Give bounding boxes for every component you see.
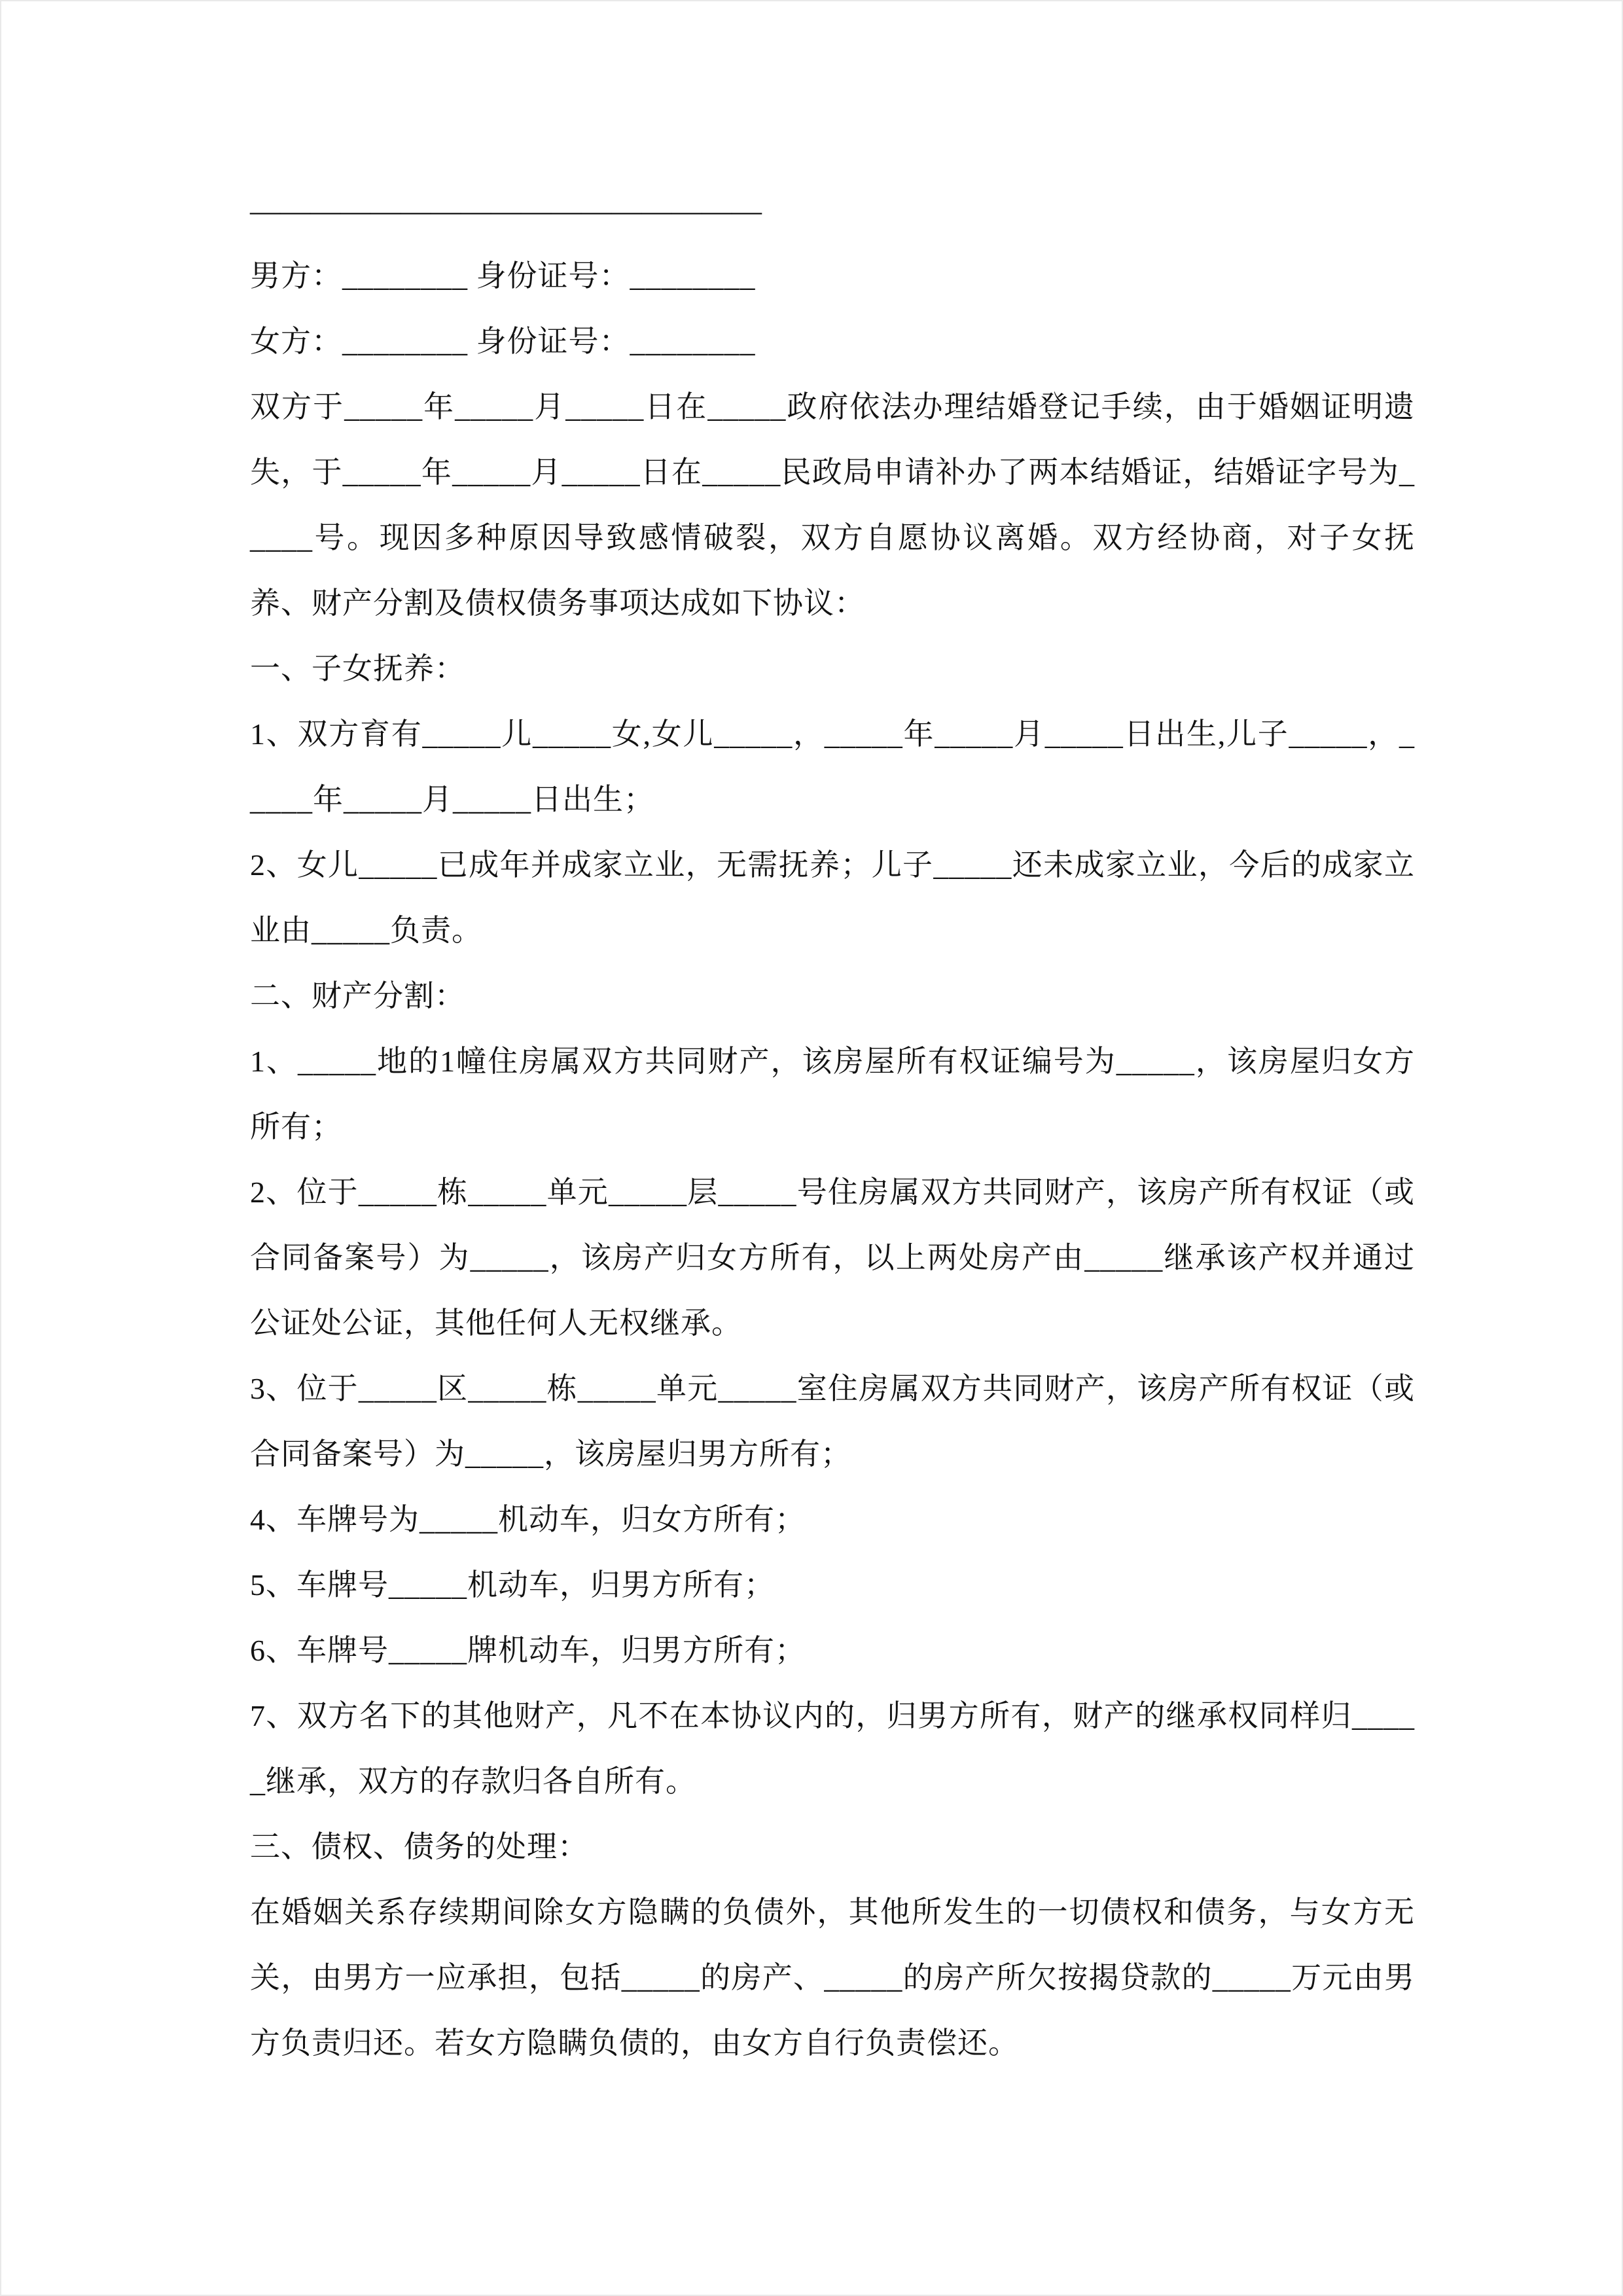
paragraph-property-item-7: 7、双方名下的其他财产，凡不在本协议内的，归男方所有，财产的继承权同样归_____继承，双方的存款归各自所有。 — [250, 1699, 1415, 1798]
paragraph-debts: 在婚姻关系存续期间除女方隐瞒的负债外，其他所发生的一切债权和债务，与女方无关，由男方一应承担，包括_____的房产、_____的房产所欠按揭贷款的_____万元由男方负责归还。若女方隐瞒负债的，由女方自行负责偿还。 — [250, 1895, 1415, 2060]
heading-children-custody: 一、子女抚养： — [250, 652, 465, 685]
paragraph-property-item-1: 1、_____地的1幢住房属双方共同财产，该房屋所有权证编号为_____，该房屋归女方所有； — [250, 1045, 1415, 1143]
paragraph-property-item-3: 3、位于_____区_____栋_____单元_____室住房属双方共同财产，该房产所有权证（或合同备案号）为_____，该房屋归男方所有； — [250, 1372, 1415, 1471]
paragraph-property-item-4: 4、车牌号为_____机动车，归女方所有； — [250, 1503, 806, 1536]
paragraph-property-item-2: 2、位于_____栋_____单元_____层_____号住房属双方共同财产，该房产所有权证（或合同备案号）为_____，该房产归女方所有，以上两处房产由_____继承该产权并通过公证处公证，其他任何人无权继承。 — [250, 1175, 1415, 1340]
document-content — [250, 178, 1415, 2076]
paragraph-custody-item-1: 1、双方育有_____儿_____女,女儿_____，_____年_____月_____日出生,儿子_____，_____年_____月_____日出生； — [250, 717, 1415, 816]
paragraph-property-item-5: 5、车牌号_____机动车，归男方所有； — [250, 1568, 775, 1602]
paragraph-custody-item-2: 2、女儿_____已成年并成家立业，无需抚养；儿子_____还未成家立业，今后的成家立业由_____负责。 — [250, 848, 1415, 947]
paragraph-preamble: 双方于_____年_____月_____日在_____政府依法办理结婚登记手续，由于婚姻证明遗失，于_____年_____月_____日在_____民政局申请补办了两本结婚证，结婚证字号为_____号。现因多种原因导致感情破裂，双方自愿协议离婚。双方经协商，对子女抚养、财产分割及债权债务事项达成如下协议： — [250, 390, 1415, 620]
paragraph-wife-id: 女方：________ 身份证号：________ — [250, 325, 756, 358]
separator-dashes: ————————————————— — [250, 194, 762, 227]
paragraph-husband-id: 男方：________ 身份证号：________ — [250, 259, 756, 293]
heading-property-division: 二、财产分割： — [250, 979, 465, 1013]
heading-debts: 三、债权、债务的处理： — [250, 1830, 588, 1863]
paragraph-property-item-6: 6、车牌号_____牌机动车，归男方所有； — [250, 1634, 806, 1667]
